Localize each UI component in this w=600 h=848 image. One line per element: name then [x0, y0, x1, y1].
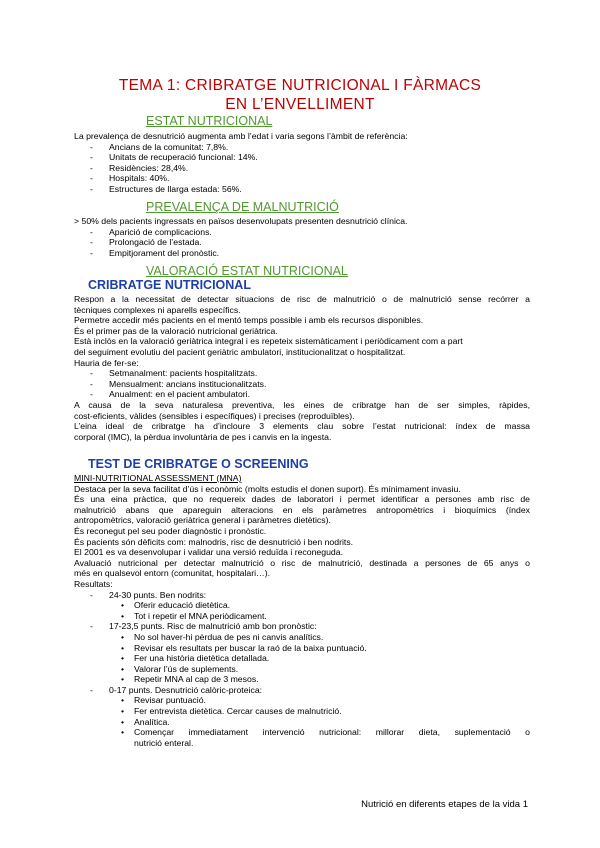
list-item: - Hospitals: 40%. — [90, 173, 170, 184]
list-item: - Ancians de la comunitat: 7,8%. — [90, 141, 229, 152]
paragraph: És reconegut pel seu poder diagnòstic i pronòstic. — [74, 525, 267, 536]
estat-intro: La prevalença de desnutrició augmenta amb l’edat i varia segons l’àmbit de referència: — [74, 131, 408, 141]
list-item: - Setmanalment: pacients hospitalitzats. — [90, 368, 258, 379]
heading-estat-nutricional: ESTAT NUTRICIONAL — [146, 114, 273, 128]
heading-cribratge-nutricional: CRIBRATGE NUTRICIONAL — [88, 278, 251, 292]
results-label: Resultats: — [74, 578, 113, 589]
section-estat-nutricional — [74, 131, 530, 195]
section-prevalenca — [74, 216, 530, 258]
result-item: - 0-17 punts. Desnutrició calòric-proteica: — [90, 684, 263, 695]
heading-prevalenca: PREVALENÇA DE MALNUTRICIÓ — [146, 200, 339, 214]
paragraph: Permetre accedir més pacients en el mentó temps possible i amb els recursos disponibles. — [74, 315, 424, 326]
result-sub-item: • Fer entrevista dietètica. Cercar causes de malnutrició. — [121, 706, 342, 717]
list-item: - Unitats de recuperació funcional: 14%. — [90, 152, 258, 163]
paragraph: El 2001 es va desenvolupar i validar una versió reduïda i reconeguda. — [74, 547, 344, 558]
result-sub-item: • Fer una història dietètica detallada. — [121, 653, 270, 664]
result-sub-item: • Oferir educació dietètica. — [121, 600, 231, 611]
result-sub-item: • Començar immediatament intervenció nutricional: millorar dieta, suplementació o nutrició enteral. — [121, 727, 530, 748]
list-item: - Estructures de llarga estada: 56%. — [90, 183, 242, 194]
paragraph: Destaca per la seva facilitat d’ús i econòmic (molts estudis el donen suport). És mínimament invasiu. — [74, 483, 461, 494]
result-sub-item: • Valorar l’ús de suplements. — [121, 663, 239, 674]
page-footer: Nutrició en diferents etapes de la vida 1 — [361, 799, 528, 810]
heading-test-cribratge: TEST DE CRIBRATGE O SCREENING — [88, 457, 309, 471]
frequency-intro: Hauria de fer-se: — [74, 357, 139, 368]
page-title-line-2: EN L’ENVELLIMENT — [225, 96, 375, 113]
result-sub-item: • Revisar puntuació. — [121, 695, 206, 706]
result-sub-item: • Analítica. — [121, 716, 170, 727]
result-item: - 17-23,5 punts. Risc de malnutrició amb bon pronòstic: — [90, 621, 317, 632]
result-item: - 24-30 punts. Ben nodrits: — [90, 589, 207, 600]
result-sub-item: • No sol haver-hi pèrdua de pes ni canvis analítics. — [121, 631, 324, 642]
page-title-line-1: TEMA 1: CRIBRATGE NUTRICIONAL I FÀRMACS — [118, 77, 482, 94]
result-sub-item: • Repetir MNA al cap de 3 mesos. — [121, 674, 259, 685]
heading-valoracio: VALORACIÓ ESTAT NUTRICIONAL — [146, 264, 348, 278]
paragraph: Avaluació nutricional per detectar malnutrició o risc de malnutrició, destinada a persones de 65 anys o més en qualsevol entorn (comunitat, hospitalari…). — [74, 557, 530, 579]
paragraph: És una eina pràctica, que no requereix dades de laboratori i permet identificar a persones amb risc de malnutrició abans que apareguin alteracions en els paràmetres antropomètrics i bioquímics (índex antropomètrics, valoració geriàtrica general i paràmetres dietètics). — [74, 494, 530, 526]
list-item: - Aparició de complicacions. — [90, 226, 212, 237]
paragraph: Respon a la necessitat de detectar situacions de risc de malnutrició o de malnutrició sense recórrer a tècniques complexes ni aparells específics. — [74, 294, 530, 315]
prevalenca-intro: > 50% dels pacients ingressats en països desenvolupats presenten desnutrició clínica. — [74, 216, 408, 226]
section-valoracio — [74, 294, 530, 442]
list-item: - Empitjorament del pronòstic. — [90, 247, 220, 258]
paragraph: A causa de la seva naturalesa preventiva, les eines de cribratge han de ser simples, ràpides, cost-eficients, vàlides (sensibles i específiques) i precises (reproduïbles). — [74, 399, 530, 421]
paragraph: És pacients són dèficits com: malnodris, risc de desnutrició i ben nodrits. — [74, 536, 354, 547]
mna-title: MINI-NUTRITIONAL ASSESSMENT (MNA) — [74, 473, 242, 483]
result-sub-item: • Tot i repetir el MNA periòdicament. — [121, 610, 267, 621]
list-item: - Residències: 28,4%. — [90, 162, 189, 173]
paragraph: És el primer pas de la valoració nutricional geriàtrica. — [74, 325, 278, 336]
paragraph: L’eina ideal de cribratge ha d’incloure 3 elements clau sobre l’estat nutricional: índex de massa corporal (IMC), la pèrdua involuntària de pes i canvis en la ingesta. — [74, 421, 530, 442]
paragraph: Està inclòs en la valoració geriàtrica integral i es repeteix sistemàticament i periòdicament com a part del seguiment evolutiu del pacient geriàtric ambulatori, institucionalitzat o hospitalitzat. — [74, 336, 463, 357]
result-sub-item: • Revisar els resultats per buscar la raó de la baixa puntuació. — [121, 642, 367, 653]
section-test — [74, 473, 530, 748]
list-item: - Anualment: en el pacient ambulatori. — [90, 389, 251, 400]
list-item: - Prolongació de l’estada. — [90, 237, 202, 248]
list-item: - Mensualment: ancians institucionalitzats. — [90, 378, 267, 389]
